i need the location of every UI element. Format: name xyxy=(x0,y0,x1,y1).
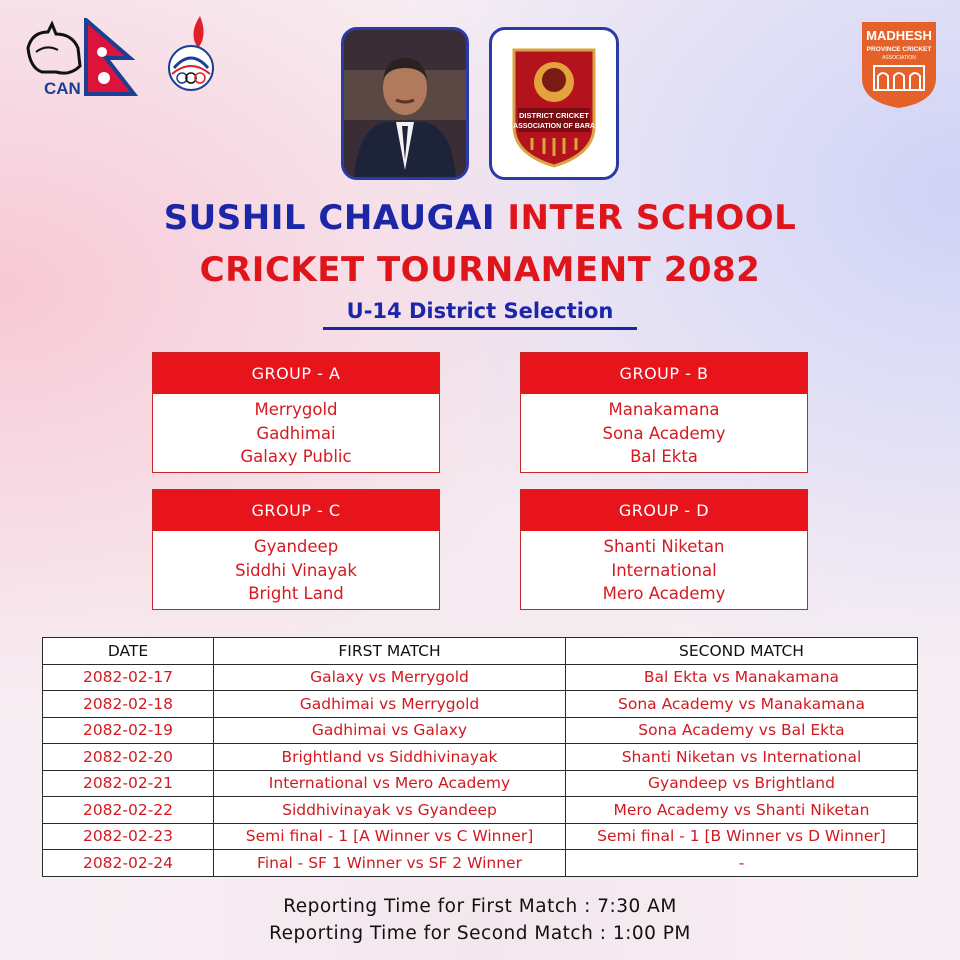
title-name: SUSHIL CHAUGAI xyxy=(163,198,496,238)
can-logo xyxy=(22,18,140,98)
group-team: Bal Ekta xyxy=(630,447,698,466)
group-c-header: GROUP - C xyxy=(153,490,439,531)
table-row xyxy=(43,744,918,771)
chief-guest-photo xyxy=(341,27,469,180)
cell-first-match: Gadhimai vs Galaxy xyxy=(214,717,566,744)
table-row xyxy=(43,770,918,797)
national-sports-council-logo xyxy=(158,12,224,110)
cell-date: 2082-02-20 xyxy=(43,744,214,771)
group-team: Bright Land xyxy=(248,584,344,603)
dca-line2-text: ASSOCIATION OF BARA xyxy=(513,123,595,130)
cell-date: 2082-02-19 xyxy=(43,717,214,744)
cell-date: 2082-02-21 xyxy=(43,770,214,797)
group-team: International xyxy=(611,560,717,580)
group-d-header: GROUP - D xyxy=(521,490,807,531)
cell-date: 2082-02-23 xyxy=(43,823,214,850)
group-team: Mero Academy xyxy=(602,584,726,603)
mpca-title-text: MADHESH xyxy=(866,28,932,43)
group-team: Manakamana xyxy=(608,400,720,419)
group-b-header: GROUP - B xyxy=(521,353,807,394)
group-b-card xyxy=(520,352,808,473)
header-date: DATE xyxy=(43,638,214,665)
cell-second-match: Semi final - 1 [B Winner vs D Winner] xyxy=(566,823,918,850)
cell-first-match: Semi final - 1 [A Winner vs C Winner] xyxy=(214,823,566,850)
tournament-subtitle: U-14 District Selection xyxy=(323,299,637,330)
cell-second-match: Shanti Niketan vs International xyxy=(566,744,918,771)
table-row xyxy=(43,664,918,691)
group-team: Galaxy Public xyxy=(240,447,352,466)
cell-date: 2082-02-24 xyxy=(43,850,214,877)
mpca-sub-text: PROVINCE CRICKET xyxy=(866,46,932,53)
header-first-match: FIRST MATCH xyxy=(214,638,566,665)
group-team: Sona Academy xyxy=(602,423,726,443)
group-team: Shanti Niketan xyxy=(603,537,725,556)
cell-second-match: Gyandeep vs Brightland xyxy=(566,770,918,797)
dca-line1-text: DISTRICT CRICKET xyxy=(519,111,589,120)
title-inter-school: INTER SCHOOL xyxy=(507,198,797,238)
cell-first-match: Final - SF 1 Winner vs SF 2 Winner xyxy=(214,850,566,877)
table-row xyxy=(43,691,918,718)
group-a-header: GROUP - A xyxy=(153,353,439,394)
madhesh-province-cricket-logo xyxy=(856,18,942,110)
group-c-card xyxy=(152,489,440,610)
table-header-row xyxy=(43,638,918,665)
table-row xyxy=(43,850,918,877)
cell-second-match: Bal Ekta vs Manakamana xyxy=(566,664,918,691)
tournament-title-line1 xyxy=(0,198,960,238)
header-second-match: SECOND MATCH xyxy=(566,638,918,665)
tournament-title-line2: CRICKET TOURNAMENT 2082 xyxy=(199,250,761,290)
group-team: Merrygold xyxy=(254,400,338,419)
table-row xyxy=(43,797,918,824)
table-row xyxy=(43,717,918,744)
cell-second-match: Mero Academy vs Shanti Niketan xyxy=(566,797,918,824)
cell-first-match: International vs Mero Academy xyxy=(214,770,566,797)
can-logo-text: CAN xyxy=(44,79,81,98)
cell-date: 2082-02-22 xyxy=(43,797,214,824)
table-row xyxy=(43,823,918,850)
cell-date: 2082-02-18 xyxy=(43,691,214,718)
cell-second-match: Sona Academy vs Bal Ekta xyxy=(566,717,918,744)
cell-first-match: Brightland vs Siddhivinayak xyxy=(214,744,566,771)
group-team: Gadhimai xyxy=(256,423,336,443)
group-team: Gyandeep xyxy=(253,537,339,556)
match-schedule-table xyxy=(42,637,918,877)
district-cricket-association-bara-logo xyxy=(489,27,619,180)
mpca-assoc-text: ASSOCIATION xyxy=(882,55,916,61)
reporting-time-first: Reporting Time for First Match : 7:30 AM xyxy=(283,896,677,917)
cell-first-match: Siddhivinayak vs Gyandeep xyxy=(214,797,566,824)
cell-first-match: Galaxy vs Merrygold xyxy=(214,664,566,691)
cell-first-match: Gadhimai vs Merrygold xyxy=(214,691,566,718)
group-d-card xyxy=(520,489,808,610)
group-team: Siddhi Vinayak xyxy=(235,560,357,580)
group-a-card xyxy=(152,352,440,473)
cell-second-match: - xyxy=(566,850,918,877)
cell-second-match: Sona Academy vs Manakamana xyxy=(566,691,918,718)
reporting-time-second: Reporting Time for Second Match : 1:00 PM xyxy=(269,923,691,944)
cell-date: 2082-02-17 xyxy=(43,664,214,691)
